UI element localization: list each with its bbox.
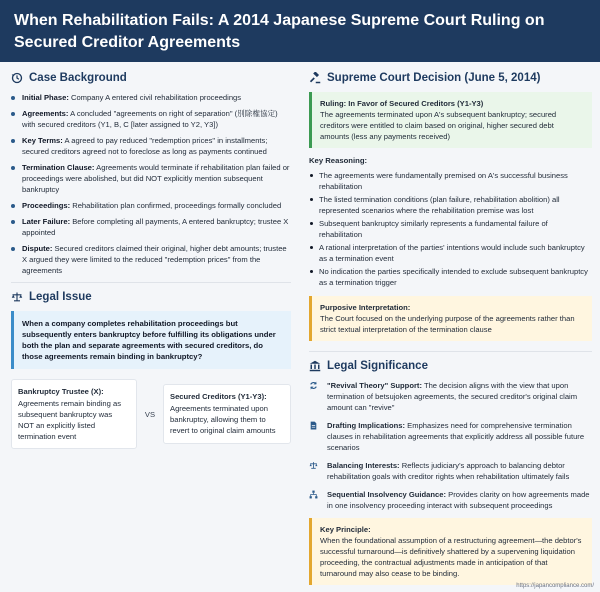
right-column	[300, 62, 600, 585]
list-item: Subsequent bankruptcy similarly represents a fundamental failure of rehabilitation	[309, 218, 592, 240]
case-background-heading: Case Background	[11, 72, 291, 84]
key-principle-box: Key Principle: When the foundational assumption of a restructuring agreement—the debtor's successful turnaround—is definitively shattered by a supervening liquidation proceeding, the contractual adjustments made in anticipation of that turnaround may also cease to be binding.	[309, 518, 592, 585]
left-column	[0, 62, 300, 449]
scale-icon	[11, 291, 23, 303]
list-item: No indication the parties specifically intended to exclude subsequent bankruptcy as a termination trigger	[309, 266, 592, 288]
scale-icon	[309, 461, 318, 470]
key-reasoning-heading: Key Reasoning:	[309, 156, 368, 165]
list-item: Later Failure: Before completing all payments, A entered bankruptcy; trustee X appointed	[11, 216, 291, 238]
list-item: The listed termination conditions (plan failure, rehabilitation abolition) all represented scenarios where the rehabilitation premise was lost	[309, 194, 592, 216]
legal-question: When a company completes rehabilitation proceedings but subsequently enters bankruptcy before fulfilling its obligations under both the plan and separate agreements with secured creditors, do those agreements remain binding in bankruptcy?	[11, 311, 291, 369]
header-banner	[0, 0, 600, 62]
parties-comparison	[11, 379, 291, 449]
history-icon	[11, 72, 23, 84]
list-item: Key Terms: A agreed to pay reduced "redemption prices" in installments; secured creditors agreed not to foreclose as long as payments continued	[11, 135, 291, 157]
list-item: Agreements: A concluded "agreements on right of separation" (別除権協定) with secured creditors (Y1, B, C [later assigned to Y2, Y3])	[11, 108, 291, 130]
decision-heading: Supreme Court Decision (June 5, 2014)	[309, 72, 592, 84]
gavel-icon	[309, 72, 321, 84]
creditors-position: Secured Creditors (Y1-Y3): Agreements terminated upon bankruptcy, allowing them to revert to original claim amounts	[163, 384, 291, 444]
hierarchy-icon	[309, 490, 318, 499]
refresh-icon	[309, 381, 318, 390]
significance-item: Sequential Insolvency Guidance: Provides clarity on how agreements made in one insolvency proceeding interact with subsequent proceedings	[309, 489, 592, 511]
institution-icon	[309, 360, 321, 372]
significance-item: Drafting Implications: Emphasizes need for comprehensive termination clauses in rehabilitation agreements that explicitly address all possible future scenarios	[309, 420, 592, 453]
list-item: A rational interpretation of the parties' intentions would include such bankruptcy as a termination event	[309, 242, 592, 264]
list-item: The agreements were fundamentally premised on A's successful business rehabilitation	[309, 170, 592, 192]
significance-item: "Revival Theory" Support: The decision aligns with the view that upon termination of betsujoken agreements, the secured creditor's original claim amount can "revive"	[309, 380, 592, 413]
ruling-box: Ruling: In Favor of Secured Creditors (Y1-Y3) The agreements terminated upon A's subsequent bankruptcy; secured creditors were entitled to claim based on original, higher secured debt amounts (less any payments received)	[309, 92, 592, 148]
list-item: Proceedings: Rehabilitation plan confirmed, proceedings formally concluded	[11, 200, 291, 211]
background-list	[11, 92, 291, 276]
list-item: Termination Clause: Agreements would terminate if rehabilitation plan failed or proceedings were abolished, but did NOT explicitly mention subsequent bankruptcy	[11, 162, 291, 195]
list-item: Initial Phase: Company A entered civil rehabilitation proceedings	[11, 92, 291, 103]
trustee-position: Bankruptcy Trustee (X): Agreements remain binding as subsequent bankruptcy was NOT an explicitly listed termination event	[11, 379, 137, 449]
page-title: When Rehabilitation Fails: A 2014 Japanese Supreme Court Ruling on Secured Creditor Agreements	[14, 12, 545, 51]
section-divider	[309, 351, 592, 352]
document-icon	[309, 421, 318, 430]
significance-item: Balancing Interests: Reflects judiciary's approach to balancing debtor rehabilitation goals with creditor rights when rehabilitation ultimately fails	[309, 460, 592, 482]
vs-label: VS	[144, 409, 156, 419]
legal-significance-heading: Legal Significance	[309, 360, 592, 372]
source-url: https://japancompliance.com/	[516, 583, 594, 589]
purposive-interpretation-box: Purposive Interpretation: The Court focused on the underlying purpose of the agreements rather than strict textual interpretation of the termination clause	[309, 296, 592, 341]
list-item: Dispute: Secured creditors claimed their original, higher debt amounts; trustee X argued they were limited to the reduced "redemption prices" from the agreements	[11, 243, 291, 276]
reasoning-list	[309, 170, 592, 288]
section-divider	[11, 282, 291, 283]
legal-issue-heading: Legal Issue	[11, 291, 291, 303]
